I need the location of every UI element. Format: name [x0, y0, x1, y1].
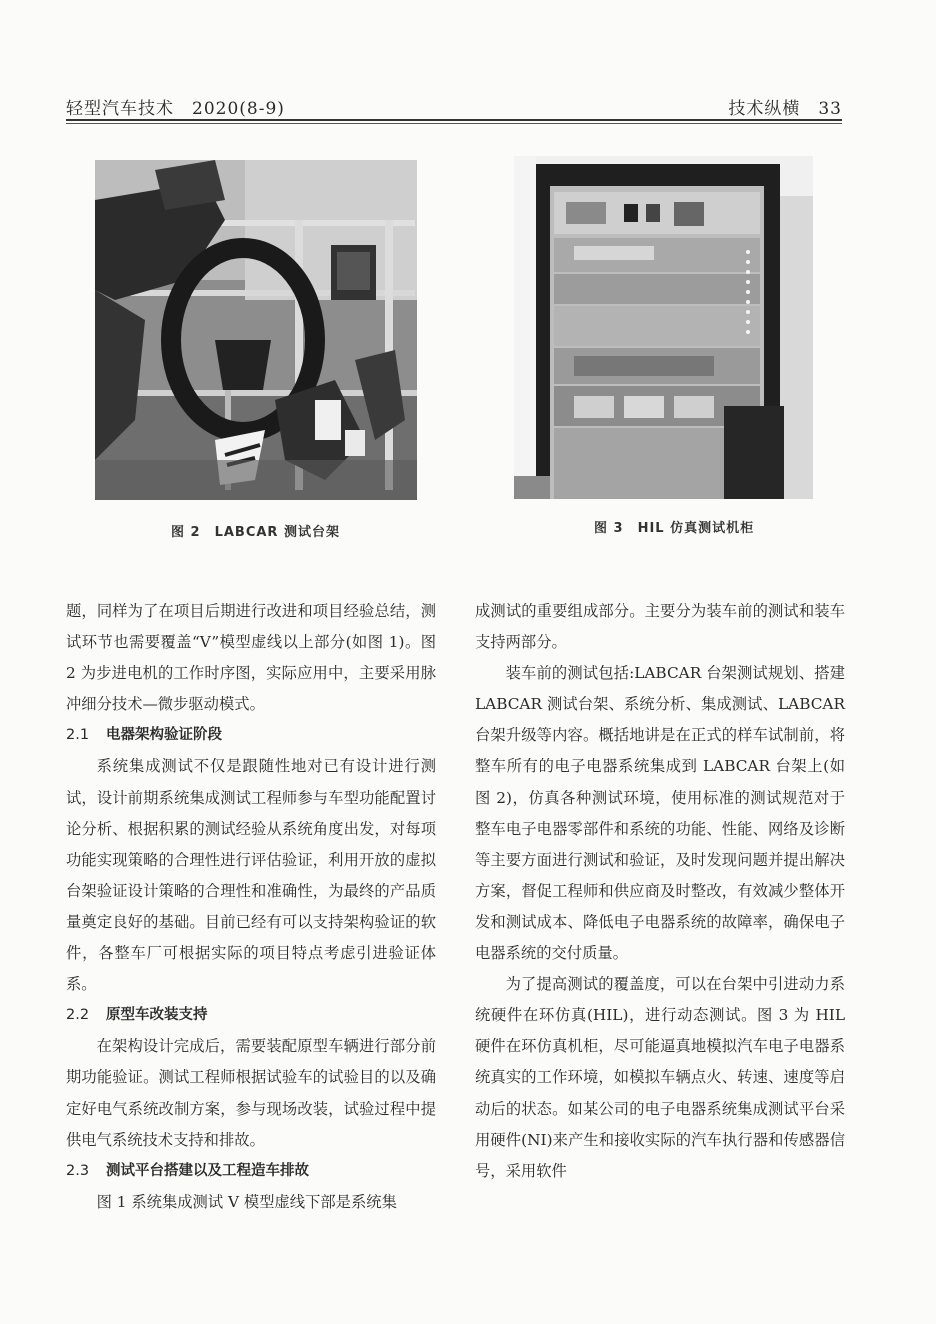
paragraph: 成测试的重要组成部分。主要分为装车前的测试和装车支持两部分。 [475, 602, 845, 652]
section-number: 2.2 [66, 1007, 90, 1024]
figure-2-caption: 图 2 LABCAR 测试台架 [171, 525, 340, 540]
paragraph: 系统集成测试不仅是跟随性地对已有设计进行测试，设计前期系统集成测试工程师参与车型功能配置讨论分析、根据积累的测试经验从系统角度出发，对每项功能实现策略的合理性进行评估验证，利用开放的虚拟台架验证设计策略的合理性和准确性，为最终的产品质量奠定良好的基础。目前已经有可以支持架构验证的软件，各整车厂可根据实际的项目特点考虑引进验证体系。 [66, 757, 436, 994]
paragraph: 装车前的测试包括:LABCAR 台架测试规划、搭建 LABCAR 测试台架、系统分析、集成测试、LABCAR 台架升级等内容。概括地讲是在正式的样车试制前，将整车所有的电子电器系统集成到 LABCAR 台架上(如图 2)，仿真各种测试环境，使用标准的测试规范对于整车电子电器零部件和系统的功能、性能、网络及诊断等主要方面进行测试和验证，及时发现问题并提出解决方案，督促工程师和供应商及时整改，有效减少整体开发和测试成本、降低电子电器系统的故障率，确保电子电器系统的交付质量。 [475, 664, 845, 963]
section-heading-2-3 [66, 1156, 436, 1187]
section-heading-2-1 [66, 720, 436, 751]
journal-issue: 轻型汽车技术 2020(8-9) [66, 99, 285, 119]
paragraph: 题，同样为了在项目后期进行改进和项目经验总结，测试环节也需要覆盖“V”模型虚线以上部分(如图 1)。图 2 为步进电机的工作时序图，实际应用中，主要采用脉冲细分技术—微步驱动模式。 [66, 602, 436, 714]
section-number: 2.1 [66, 727, 90, 744]
section-number: 2.3 [66, 1162, 90, 1179]
section-title: 原型车改装支持 [106, 1007, 208, 1024]
section-and-page-number: 技术纵横 33 [728, 99, 842, 119]
paragraph: 为了提高测试的覆盖度，可以在台架中引进动力系统硬件在环仿真(HIL)，进行动态测试。图 3 为 HIL 硬件在环仿真机柜，尽可能逼真地模拟汽车电子电器系统真实的工作环境，如模拟车辆点火、转速、速度等启动后的状态。如某公司的电子电器系统集成测试平台采用硬件(NI)来产生和接收实际的汽车执行器和传感器信号，采用软件 [475, 975, 845, 1180]
right-text-column [475, 596, 845, 1187]
figure-3-hil-cabinet-photo [514, 156, 813, 499]
header-rule-thin [66, 123, 842, 124]
section-title: 测试平台搭建以及工程造车排故 [106, 1162, 309, 1179]
paragraph: 图 1 系统集成测试 V 模型虚线下部是系统集 [96, 1192, 397, 1211]
figure-3-caption: 图 3 HIL 仿真测试机柜 [594, 521, 755, 536]
section-title: 电器架构验证阶段 [106, 727, 222, 744]
running-header [66, 92, 842, 122]
left-text-column [66, 596, 436, 1218]
section-heading-2-2 [66, 1000, 436, 1031]
paragraph: 在架构设计完成后，需要装配原型车辆进行部分前期功能验证。测试工程师根据试验车的试验目的以及确定好电气系统改制方案，参与现场改装，试验过程中提供电气系统技术支持和排故。 [66, 1037, 436, 1149]
figure-2-labcar-photo [95, 160, 417, 500]
header-rule [66, 119, 842, 121]
